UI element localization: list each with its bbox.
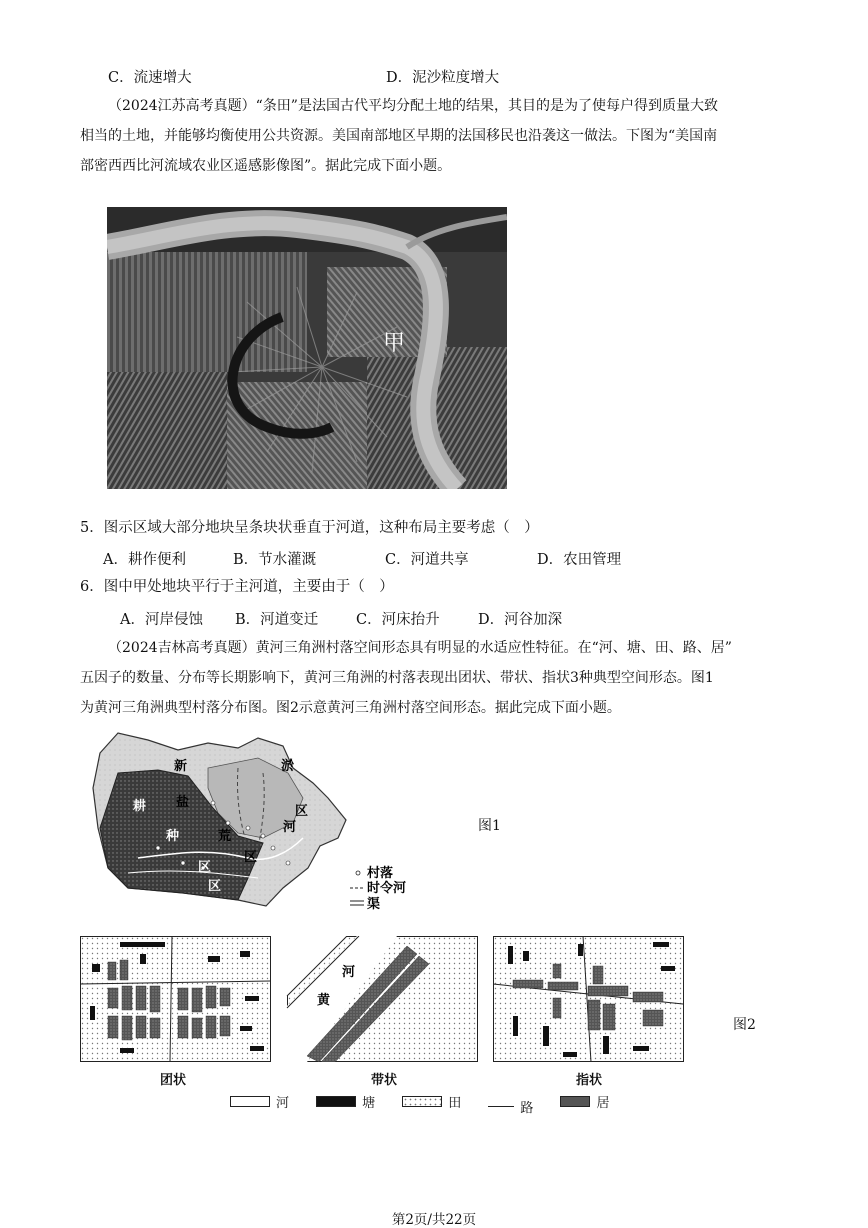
q5-option-a: A．耕作便利 bbox=[103, 552, 186, 568]
label-qu-2: 区 bbox=[295, 804, 309, 819]
legend-road bbox=[488, 1097, 533, 1116]
label-huang: 荒 bbox=[218, 829, 232, 844]
label-yan: 盐 bbox=[176, 795, 190, 810]
legend-house-label: 居 bbox=[596, 1096, 610, 1111]
label-he: 河 bbox=[283, 820, 297, 835]
intro2-line1: （2024吉林高考真题）黄河三角洲村落空间形态具有明显的水适应性特征。在“河、塘、田、路、居” bbox=[108, 640, 732, 656]
legend-pond-label: 塘 bbox=[362, 1096, 376, 1111]
intro1-line1: （2024江苏高考真题）“条田”是法国古代平均分配土地的结果，其目的是为了使每户得到质量大致 bbox=[108, 98, 718, 114]
legend-field bbox=[402, 1092, 461, 1111]
label-geng: 耕 bbox=[133, 799, 147, 814]
q5-stem: 5．图示区域大部分地块呈条块状垂直于河道，这种布局主要考虑（ ） bbox=[80, 520, 539, 536]
intro1-line2: 相当的土地，并能够均衡使用公共资源。美国南部地区早期的法国移民也沿袭这一做法。下图为“美国南 bbox=[80, 128, 718, 144]
pond-swatch-icon bbox=[316, 1096, 356, 1107]
road-line-icon bbox=[488, 1106, 514, 1107]
q5-option-c: C．河道共享 bbox=[385, 552, 469, 568]
village-legend-icon bbox=[356, 871, 360, 875]
intro-paragraph-1 bbox=[80, 91, 800, 181]
label-zhong: 种 bbox=[166, 829, 180, 844]
river-swatch-icon bbox=[230, 1096, 270, 1107]
q5-option-d: D．农田管理 bbox=[537, 552, 622, 568]
panel2-label-he: 河 bbox=[342, 965, 356, 980]
figure-2-caption: 图2 bbox=[733, 1017, 756, 1033]
label-qu-1: 区 bbox=[244, 850, 258, 865]
panel-belt bbox=[287, 936, 478, 1062]
field-swatch-icon bbox=[402, 1096, 442, 1107]
legend-pond bbox=[316, 1092, 375, 1111]
option-c-prev: C．流速增大 bbox=[108, 70, 192, 86]
label-xin: 新 bbox=[174, 759, 188, 774]
panel-finger bbox=[493, 936, 684, 1062]
legend-road-label: 路 bbox=[520, 1101, 534, 1116]
figure-2-legend bbox=[230, 1092, 631, 1116]
page-number: 第2页/共22页 bbox=[391, 1212, 477, 1228]
house-swatch-icon bbox=[560, 1096, 590, 1107]
q6-stem: 6．图中甲处地块平行于主河道，主要由于（ ） bbox=[80, 579, 394, 595]
label-yu: 淤 bbox=[281, 759, 295, 774]
panel-label-cluster: 团状 bbox=[160, 1073, 187, 1088]
legend-river-label: 河 bbox=[276, 1096, 290, 1111]
legend-village: 村落 bbox=[367, 866, 394, 881]
intro-paragraph-2 bbox=[80, 633, 800, 723]
q6-option-b: B．河道变迁 bbox=[235, 612, 319, 628]
intro2-line3: 为黄河三角洲典型村落分布图。图2示意黄河三角洲村落空间形态。据此完成下面小题。 bbox=[80, 700, 621, 716]
intro1-line3: 部密西西比河流域农业区遥感影像图”。据此完成下面小题。 bbox=[80, 158, 452, 174]
legend-canal: 渠 bbox=[367, 897, 381, 912]
intro2-line2: 五因子的数量、分布等长期影响下，黄河三角洲的村落表现出团状、带状、指状3种典型空间形态。图1 bbox=[80, 670, 714, 686]
option-d-prev: D．泥沙粒度增大 bbox=[386, 70, 500, 86]
figure-1-caption: 图1 bbox=[478, 818, 501, 834]
q6-option-d: D．河谷加深 bbox=[478, 612, 563, 628]
legend-house bbox=[560, 1092, 609, 1111]
q6-option-a: A．河岸侵蚀 bbox=[120, 612, 203, 628]
panel-cluster bbox=[80, 936, 271, 1062]
q5-option-b: B．节水灌溉 bbox=[233, 552, 317, 568]
label-qu-4: 区 bbox=[208, 879, 222, 894]
panel-label-belt: 带状 bbox=[371, 1073, 398, 1088]
legend-field-label: 田 bbox=[448, 1096, 462, 1111]
label-jia: 甲 bbox=[383, 331, 406, 356]
legend-river bbox=[230, 1092, 289, 1111]
satellite-image bbox=[107, 207, 507, 489]
panel2-label-huang: 黄 bbox=[317, 993, 331, 1008]
q6-option-c: C．河床抬升 bbox=[356, 612, 440, 628]
figure-1-map bbox=[88, 728, 418, 914]
figure-2-panels bbox=[80, 936, 684, 1062]
label-qu-3: 区 bbox=[198, 860, 212, 875]
panel-label-finger: 指状 bbox=[576, 1073, 603, 1088]
legend-river: 时令河 bbox=[367, 881, 407, 896]
